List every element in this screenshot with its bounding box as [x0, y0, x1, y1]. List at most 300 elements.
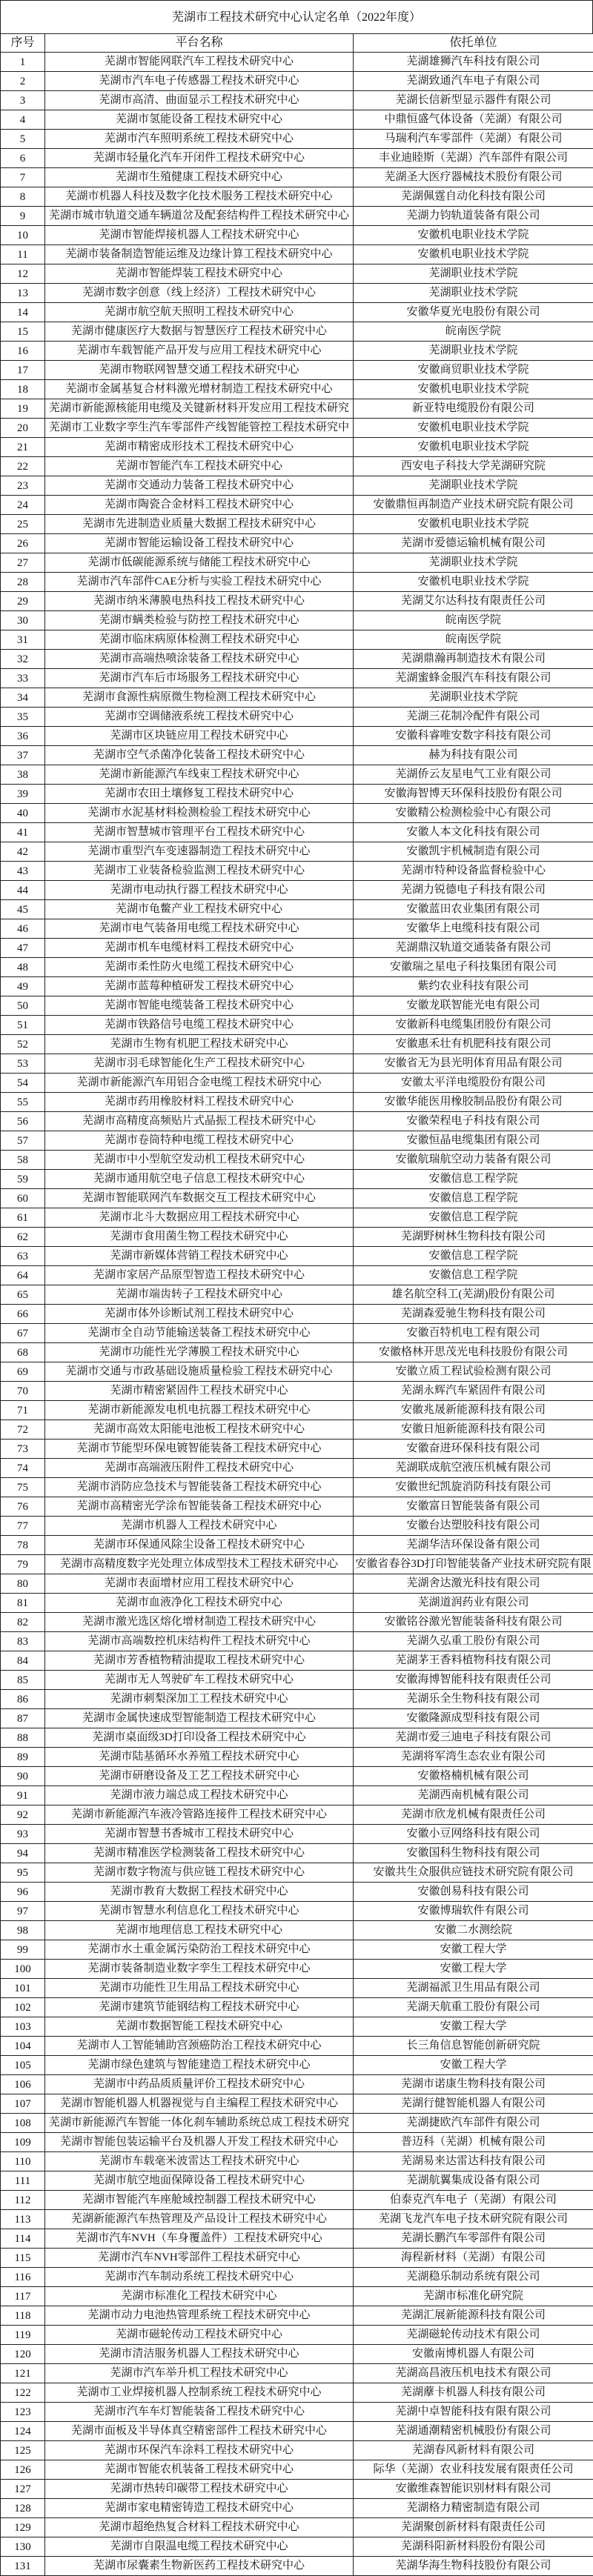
- platform-name-cell: [45, 1266, 354, 1285]
- host-unit-cell: [354, 130, 593, 149]
- table-row: [1, 1728, 593, 1748]
- host-unit-text: 安徽小豆网络科技有限公司: [355, 1825, 592, 1843]
- platform-name-text: 芜湖市陶瓷合金材料工程技术研究中心: [47, 496, 351, 514]
- host-unit-text: 芜湖飞龙汽车电子技术研究院有限公司: [355, 2210, 592, 2229]
- platform-name-cell: [45, 457, 354, 476]
- platform-name-cell: [45, 900, 354, 919]
- table-row: [1, 2537, 593, 2557]
- table-row: [1, 1285, 593, 1305]
- table-row: [1, 1112, 593, 1131]
- table-row: [1, 2383, 593, 2403]
- platform-name-text: 芜湖市家居产品原型智造工程技术研究中心: [47, 1266, 351, 1285]
- platform-name-text: 芜湖市柔性防火电缆工程技术研究中心: [47, 958, 351, 976]
- table-row: [1, 708, 593, 727]
- host-unit-text: 芜湖长信新型显示器件有限公司: [355, 91, 592, 110]
- table-row: [1, 1690, 593, 1709]
- platform-name-text: 芜湖市先进制造业质量大数据工程技术研究中心: [47, 515, 351, 533]
- row-index: 103: [1, 2017, 45, 2037]
- row-index: 87: [1, 1709, 45, 1728]
- row-index: 36: [1, 727, 45, 746]
- table-row: [1, 53, 593, 72]
- platform-name-cell: [45, 611, 354, 630]
- platform-name-cell: [45, 1459, 354, 1478]
- host-unit-cell: [354, 2094, 593, 2114]
- row-index: 86: [1, 1690, 45, 1709]
- platform-name-cell: [45, 264, 354, 284]
- platform-name-text: 芜湖市功能性光学薄膜工程技术研究中心: [47, 1343, 351, 1362]
- platform-name-cell: [45, 881, 354, 900]
- table-row: [1, 1440, 593, 1459]
- host-unit-cell: [354, 2460, 593, 2480]
- table-row: [1, 1825, 593, 1844]
- table-row: [1, 939, 593, 958]
- table-row: [1, 1844, 593, 1863]
- host-unit-cell: [354, 1170, 593, 1189]
- row-index: 48: [1, 958, 45, 977]
- host-unit-text: 芜湖将军湾生态农业有限公司: [355, 1748, 592, 1766]
- platform-name-text: 芜湖市高端热喷涂装备工程技术研究中心: [47, 650, 351, 668]
- row-index: 126: [1, 2460, 45, 2480]
- platform-name-cell: [45, 2403, 354, 2422]
- platform-name-text: 芜湖市汽车制动系统工程技术研究中心: [47, 2268, 351, 2286]
- platform-name-cell: [45, 1902, 354, 1921]
- platform-name-text: 芜湖市新能源汽车智能一体化刹车辅助系统总成工程技术研究: [47, 2114, 351, 2132]
- host-unit-cell: [354, 1401, 593, 1420]
- host-unit-cell: [354, 72, 593, 91]
- platform-name-text: 芜湖市智能网联汽车工程技术研究中心: [47, 53, 351, 71]
- host-unit-text: 马瑞利汽车零部件（芜湖）有限公司: [355, 130, 592, 148]
- platform-name-text: 芜湖市数字创意（线上经济）工程技术研究中心: [47, 284, 351, 302]
- host-unit-cell: [354, 419, 593, 438]
- platform-name-text: 芜湖市功能性卫生用品工程技术研究中心: [47, 1979, 351, 1997]
- platform-name-text: 芜湖市健康医疗大数据与智慧医疗工程技术研究中心: [47, 322, 351, 341]
- platform-name-cell: [45, 2557, 354, 2576]
- host-unit-text: 安徽瑞之星电子科技集团有限公司: [355, 958, 592, 976]
- table-row: [1, 1362, 593, 1382]
- host-unit-text: 芜湖联成航空液压机械有限公司: [355, 1459, 592, 1477]
- host-unit-cell: [354, 380, 593, 399]
- host-unit-text: 芜湖圣大医疗器械技术股份有限公司: [355, 168, 592, 187]
- host-unit-cell: [354, 515, 593, 534]
- platform-name-cell: [45, 2056, 354, 2075]
- platform-name-cell: [45, 2152, 354, 2171]
- platform-name-text: 芜湖市精密成形技术工程技术研究中心: [47, 438, 351, 456]
- platform-name-text: 芜湖市装备制造业数字孪生工程技术研究中心: [47, 1960, 351, 1978]
- platform-name-cell: [45, 1382, 354, 1401]
- platform-name-cell: [45, 2460, 354, 2480]
- platform-name-cell: [45, 939, 354, 958]
- table-row: [1, 457, 593, 476]
- row-index: 82: [1, 1613, 45, 1632]
- host-unit-text: 安徽立质工程试验检测有限公司: [355, 1362, 592, 1381]
- platform-name-cell: [45, 515, 354, 534]
- platform-name-cell: [45, 553, 354, 573]
- row-index: 113: [1, 2210, 45, 2229]
- platform-name-cell: [45, 1343, 354, 1362]
- host-unit-text: 安徽格林开思茂光电科技股份有限公司: [355, 1343, 592, 1362]
- platform-name-cell: [45, 361, 354, 380]
- platform-name-text: 芜湖市区块链应用工程技术研究中心: [47, 727, 351, 745]
- platform-name-cell: [45, 1074, 354, 1093]
- host-unit-text: 西安电子科技大学芜湖研究院: [355, 457, 592, 476]
- host-unit-text: 芜湖市标准化研究院: [355, 2287, 592, 2306]
- row-index: 47: [1, 939, 45, 958]
- row-index: 30: [1, 611, 45, 630]
- host-unit-cell: [354, 1324, 593, 1343]
- platform-name-cell: [45, 342, 354, 361]
- row-index: 19: [1, 399, 45, 419]
- table-row: [1, 1863, 593, 1883]
- row-index: 37: [1, 746, 45, 765]
- host-unit-text: 安徽机电职业技术学院: [355, 438, 592, 456]
- platform-name-text: 芜湖市航空航天照明工程技术研究中心: [47, 303, 351, 322]
- host-unit-text: 雄名航空科工(芜湖)股份有限公司: [355, 1285, 592, 1304]
- host-unit-text: 安徽机电职业技术学院: [355, 419, 592, 437]
- host-unit-text: 安徽共生众服供应链技术研究院有限公司: [355, 1863, 592, 1882]
- platform-name-cell: [45, 1478, 354, 1497]
- host-unit-text: 芜湖佩霆自动化科技有限公司: [355, 187, 592, 206]
- table-row: [1, 2557, 593, 2576]
- table-row: [1, 2037, 593, 2056]
- platform-name-cell: [45, 438, 354, 457]
- row-index: 44: [1, 881, 45, 900]
- row-index: 130: [1, 2537, 45, 2557]
- host-unit-cell: [354, 1921, 593, 1940]
- row-index: 115: [1, 2249, 45, 2268]
- host-unit-text: 长三角信息智能创新研究院: [355, 2037, 592, 2055]
- table-row: [1, 592, 593, 611]
- row-index: 49: [1, 977, 45, 996]
- platform-name-text: 芜湖市建筑节能钢结构工程技术研究中心: [47, 1998, 351, 2017]
- platform-name-text: 芜湖市铁路信号电缆工程技术研究中心: [47, 1016, 351, 1034]
- host-unit-cell: [354, 1902, 593, 1921]
- platform-name-text: 芜湖市人工智能辅助宫颈癌防治工程技术研究中心: [47, 2037, 351, 2055]
- platform-name-cell: [45, 303, 354, 322]
- row-index: 131: [1, 2557, 45, 2576]
- table-row: [1, 399, 593, 419]
- host-unit-cell: [354, 1054, 593, 1074]
- row-index: 63: [1, 1247, 45, 1266]
- table-row: [1, 149, 593, 168]
- header-platform-name: 平台名称: [45, 34, 354, 53]
- platform-name-text: 芜湖市面板及半导体真空精密部件工程技术研究中心: [47, 2422, 351, 2440]
- platform-name-text: 芜湖市无人驾驶矿车工程技术研究中心: [47, 1671, 351, 1689]
- host-unit-text: 安徽信息工程学院: [355, 1189, 592, 1208]
- platform-name-text: 芜湖市卷筒特种电缆工程技术研究中心: [47, 1131, 351, 1150]
- platform-name-text: 芜湖市蓝莓种植研发工程技术研究中心: [47, 977, 351, 996]
- platform-name-text: 芜湖市金属基复合材料激光增材制造工程技术研究中心: [47, 380, 351, 399]
- host-unit-cell: [354, 1362, 593, 1382]
- host-unit-text: 安徽惠禾壮有机肥科技有限公司: [355, 1035, 592, 1054]
- host-unit-text: 紫约农业科技有限公司: [355, 977, 592, 996]
- platform-name-text: 芜湖新能源汽车热管理及产品设计工程技术研究中心: [47, 2210, 351, 2229]
- platform-name-text: 芜湖市节能型环保电镀智能装备工程技术研究中心: [47, 1440, 351, 1458]
- host-unit-text: 安徽商贸职业技术学院: [355, 361, 592, 379]
- table-row: [1, 1883, 593, 1902]
- host-unit-text: 普迈科（芜湖）机械有限公司: [355, 2133, 592, 2151]
- table-row: [1, 2114, 593, 2133]
- platform-name-cell: [45, 1632, 354, 1651]
- platform-name-cell: [45, 1709, 354, 1728]
- platform-name-text: 芜湖市标准化工程技术研究中心: [47, 2287, 351, 2306]
- table-row: [1, 823, 593, 842]
- platform-name-text: 芜湖市中小型航空发动机工程技术研究中心: [47, 1151, 351, 1169]
- table-row: [1, 1228, 593, 1247]
- table-row: [1, 1151, 593, 1170]
- platform-name-cell: [45, 1054, 354, 1074]
- table-row: [1, 130, 593, 149]
- host-unit-cell: [354, 2249, 593, 2268]
- platform-name-text: 芜湖市高效太阳能电池板工程技术研究中心: [47, 1420, 351, 1439]
- platform-name-cell: [45, 2518, 354, 2537]
- host-unit-text: 安徽航瑞航空动力装备有限公司: [355, 1151, 592, 1169]
- host-unit-text: 安徽工程大学: [355, 1940, 592, 1959]
- table-row: [1, 226, 593, 245]
- host-unit-cell: [354, 1940, 593, 1960]
- platform-name-cell: [45, 1093, 354, 1112]
- platform-name-text: 芜湖市空调储液系统工程技术研究中心: [47, 708, 351, 726]
- platform-name-cell: [45, 2326, 354, 2345]
- platform-name-cell: [45, 110, 354, 130]
- platform-name-cell: [45, 1555, 354, 1574]
- table-row: [1, 72, 593, 91]
- platform-name-text: 芜湖市数字物流与供应链工程技术研究中心: [47, 1863, 351, 1882]
- row-index: 10: [1, 226, 45, 245]
- host-unit-cell: [354, 1228, 593, 1247]
- platform-name-cell: [45, 1112, 354, 1131]
- table-row: [1, 2191, 593, 2210]
- row-index: 50: [1, 996, 45, 1016]
- platform-name-cell: [45, 1170, 354, 1189]
- row-index: 68: [1, 1343, 45, 1362]
- document-title: 芜湖市工程技术研究中心认定名单（2022年度）: [0, 0, 593, 33]
- host-unit-cell: [354, 1594, 593, 1613]
- table-body: [1, 53, 593, 2576]
- row-index: 99: [1, 1940, 45, 1960]
- table-row: [1, 977, 593, 996]
- row-index: 23: [1, 476, 45, 496]
- platform-name-text: 芜湖市交通动力装备工程技术研究中心: [47, 476, 351, 495]
- table-row: [1, 1709, 593, 1728]
- platform-name-text: 芜湖市全自动节能输送装备工程技术研究中心: [47, 1324, 351, 1342]
- platform-name-text: 芜湖市液力端总成工程技术研究中心: [47, 1786, 351, 1805]
- row-index: 120: [1, 2345, 45, 2364]
- host-unit-cell: [354, 1208, 593, 1228]
- platform-name-text: 芜湖市精密紧固件工程技术研究中心: [47, 1382, 351, 1400]
- platform-name-text: 芜湖市工业焊接机器人控制系统工程技术研究中心: [47, 2383, 351, 2402]
- row-index: 76: [1, 1497, 45, 1517]
- host-unit-cell: [354, 245, 593, 264]
- host-unit-text: 芜湖中卓智能科技有限有限公司: [355, 2403, 592, 2421]
- platform-name-text: 芜湖市重型汽车变速器制造工程技术研究中心: [47, 842, 351, 861]
- platform-name-text: 芜湖市航空地面保障设备工程技术研究中心: [47, 2171, 351, 2190]
- table-row: [1, 168, 593, 187]
- platform-name-cell: [45, 1651, 354, 1671]
- table-row: [1, 342, 593, 361]
- platform-name-text: 芜湖市刺梨深加工工程技术研究中心: [47, 1690, 351, 1708]
- host-unit-cell: [354, 630, 593, 650]
- host-unit-text: 芜湖职业技术学院: [355, 476, 592, 495]
- host-unit-text: 芜湖力锐德电子科技有限公司: [355, 881, 592, 899]
- platform-name-cell: [45, 688, 354, 708]
- host-unit-text: 安徽博瑞软件有限公司: [355, 1902, 592, 1920]
- row-index: 1: [1, 53, 45, 72]
- platform-name-cell: [45, 977, 354, 996]
- platform-name-cell: [45, 1305, 354, 1324]
- platform-name-text: 芜湖市智能包装运输平台及机器人开发工程技术研究中心: [47, 2133, 351, 2151]
- host-unit-text: 安徽机电职业技术学院: [355, 380, 592, 399]
- host-unit-cell: [354, 322, 593, 342]
- platform-name-cell: [45, 2171, 354, 2191]
- table-row: [1, 2075, 593, 2094]
- row-index: 104: [1, 2037, 45, 2056]
- host-unit-text: 安徽机电职业技术学院: [355, 245, 592, 264]
- platform-name-cell: [45, 996, 354, 1016]
- table-row: [1, 746, 593, 765]
- host-unit-cell: [354, 53, 593, 72]
- platform-name-text: 芜湖市尿囊素生物新医药工程技术研究中心: [47, 2557, 351, 2575]
- host-unit-text: 芜湖乐全生物科技有限公司: [355, 1690, 592, 1708]
- row-index: 27: [1, 553, 45, 573]
- host-unit-text: 芜湖市欣龙机械有限责任公司: [355, 1805, 592, 1824]
- platform-name-cell: [45, 1497, 354, 1517]
- host-unit-text: 皖南医学院: [355, 322, 592, 341]
- row-index: 111: [1, 2171, 45, 2191]
- table-row: [1, 1170, 593, 1189]
- host-unit-text: 安徽机电职业技术学院: [355, 226, 592, 244]
- host-unit-cell: [354, 2210, 593, 2229]
- host-unit-text: 芜湖华海生物科技股份有限公司: [355, 2557, 592, 2575]
- host-unit-cell: [354, 1960, 593, 1979]
- table-row: [1, 2287, 593, 2306]
- table-row: [1, 1748, 593, 1767]
- row-index: 32: [1, 650, 45, 669]
- platform-name-text: 芜湖市芳香植物精油提取工程技术研究中心: [47, 1651, 351, 1670]
- platform-name-text: 芜湖市智慧城市管理平台工程技术研究中心: [47, 823, 351, 842]
- platform-name-text: 芜湖市表面增材应用工程技术研究中心: [47, 1574, 351, 1593]
- row-index: 25: [1, 515, 45, 534]
- row-index: 85: [1, 1671, 45, 1690]
- host-unit-cell: [354, 2075, 593, 2094]
- host-unit-text: 安徽兆晟新能源科技有限公司: [355, 1401, 592, 1420]
- host-unit-cell: [354, 457, 593, 476]
- table-row: [1, 110, 593, 130]
- row-index: 112: [1, 2191, 45, 2210]
- host-unit-cell: [354, 727, 593, 746]
- platform-name-cell: [45, 1016, 354, 1035]
- host-unit-cell: [354, 996, 593, 1016]
- host-unit-cell: [354, 2364, 593, 2383]
- platform-name-cell: [45, 2499, 354, 2518]
- table-row: [1, 1247, 593, 1266]
- row-index: 6: [1, 149, 45, 168]
- host-unit-text: 安徽海智博天环保科技股份有限公司: [355, 785, 592, 803]
- platform-name-cell: [45, 1362, 354, 1382]
- row-index: 13: [1, 284, 45, 303]
- platform-name-cell: [45, 72, 354, 91]
- platform-name-cell: [45, 592, 354, 611]
- host-unit-cell: [354, 1459, 593, 1478]
- host-unit-cell: [354, 804, 593, 823]
- host-unit-text: 安徽信息工程学院: [355, 1170, 592, 1188]
- host-unit-text: 皖南医学院: [355, 611, 592, 630]
- platform-name-cell: [45, 1151, 354, 1170]
- platform-name-text: 芜湖市智慧水利信息化工程技术研究中心: [47, 1902, 351, 1920]
- host-unit-cell: [354, 611, 593, 630]
- host-unit-text: 安徽龙联智能光电有限公司: [355, 996, 592, 1015]
- table-row: [1, 650, 593, 669]
- platform-name-text: 芜湖市轻量化汽车开闭件工程技术研究中心: [47, 149, 351, 167]
- row-index: 74: [1, 1459, 45, 1478]
- platform-name-text: 芜湖市精准医学检测装备工程技术研究中心: [47, 1844, 351, 1863]
- host-unit-cell: [354, 1574, 593, 1594]
- row-index: 51: [1, 1016, 45, 1035]
- host-unit-cell: [354, 785, 593, 804]
- host-unit-cell: [354, 2441, 593, 2460]
- platform-name-cell: [45, 1863, 354, 1883]
- host-unit-text: 芜湖侨云友星电气工业有限公司: [355, 765, 592, 784]
- platform-name-cell: [45, 1035, 354, 1054]
- platform-name-text: 芜湖市高精度高频贴片式晶振工程技术研究中心: [47, 1112, 351, 1131]
- host-unit-text: 安徽维森智能识别材料有限公司: [355, 2480, 592, 2498]
- row-index: 121: [1, 2364, 45, 2383]
- row-index: 101: [1, 1979, 45, 1998]
- platform-name-text: 芜湖市智能焊装工程技术研究中心: [47, 264, 351, 283]
- table-row: [1, 2441, 593, 2460]
- host-unit-cell: [354, 1035, 593, 1054]
- platform-name-cell: [45, 1979, 354, 1998]
- platform-name-cell: [45, 1921, 354, 1940]
- table-row: [1, 2364, 593, 2383]
- platform-name-cell: [45, 823, 354, 842]
- table-row: [1, 958, 593, 977]
- platform-name-text: 芜湖市工业装备检验监测工程技术研究中心: [47, 862, 351, 880]
- platform-name-text: 芜湖市机车电缆材料工程技术研究中心: [47, 939, 351, 957]
- platform-name-text: 芜湖市纳米薄膜电热科技工程技术研究中心: [47, 592, 351, 610]
- table-row: [1, 1805, 593, 1825]
- host-unit-cell: [354, 1112, 593, 1131]
- host-unit-cell: [354, 2537, 593, 2557]
- host-unit-cell: [354, 1979, 593, 1998]
- row-index: 77: [1, 1517, 45, 1536]
- host-unit-text: 芜湖力钧轨道装备有限公司: [355, 207, 592, 225]
- platform-name-text: 芜湖市智能运输设备工程技术研究中心: [47, 534, 351, 553]
- table-row: [1, 1382, 593, 1401]
- platform-name-cell: [45, 1189, 354, 1208]
- row-index: 22: [1, 457, 45, 476]
- row-index: 61: [1, 1208, 45, 1228]
- host-unit-cell: [354, 862, 593, 881]
- table-row: [1, 207, 593, 226]
- row-index: 31: [1, 630, 45, 650]
- host-unit-cell: [354, 1825, 593, 1844]
- platform-name-cell: [45, 2383, 354, 2403]
- platform-name-cell: [45, 149, 354, 168]
- row-index: 56: [1, 1112, 45, 1131]
- platform-name-cell: [45, 630, 354, 650]
- platform-name-cell: [45, 91, 354, 110]
- platform-name-text: 芜湖市消防应急技术与智能装备工程技术研究中心: [47, 1478, 351, 1497]
- platform-name-text: 芜湖市数据智能工程技术研究中心: [47, 2017, 351, 2036]
- host-unit-cell: [354, 553, 593, 573]
- row-index: 35: [1, 708, 45, 727]
- row-index: 73: [1, 1440, 45, 1459]
- platform-name-cell: [45, 2191, 354, 2210]
- platform-name-cell: [45, 1748, 354, 1767]
- platform-name-cell: [45, 1960, 354, 1979]
- platform-name-text: 芜湖市磁轮传动工程技术研究中心: [47, 2326, 351, 2344]
- host-unit-cell: [354, 1844, 593, 1863]
